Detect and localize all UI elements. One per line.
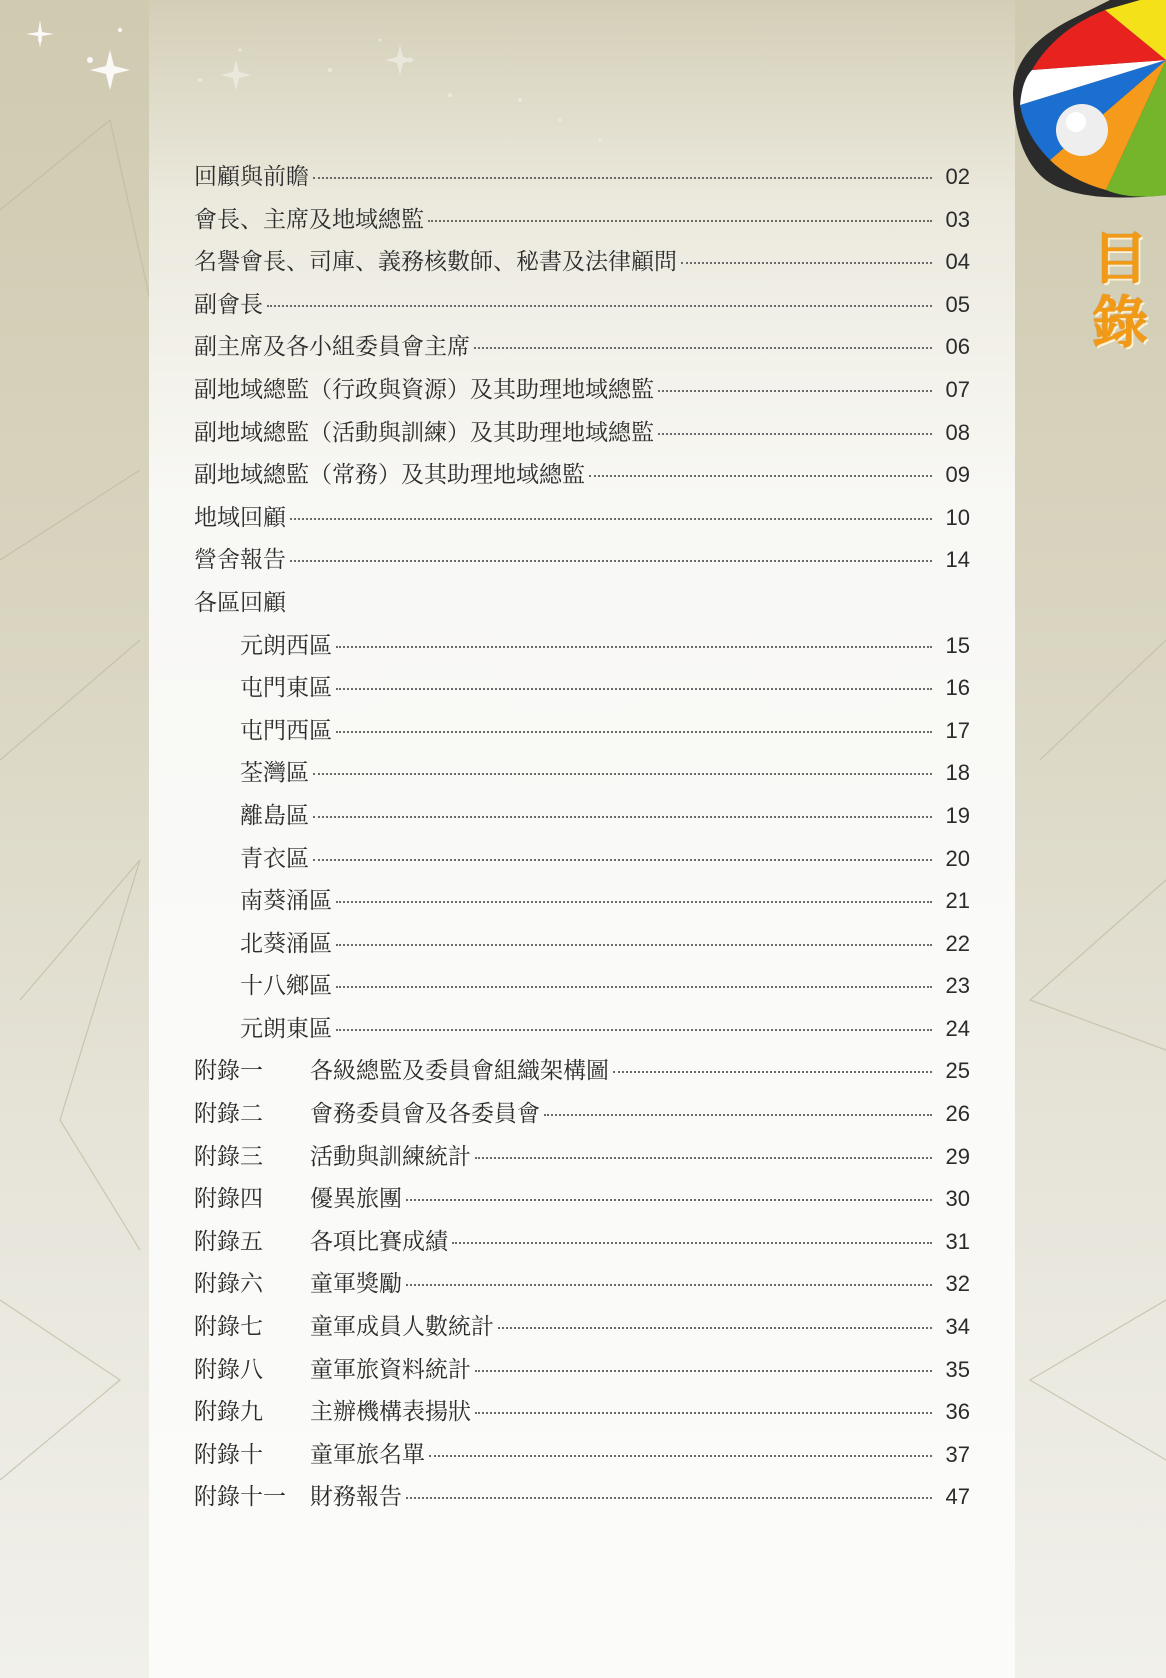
toc-dot-leader — [290, 518, 932, 520]
toc-entry[interactable] — [194, 1478, 970, 1521]
toc-appendix-label: 附錄十 — [194, 1440, 263, 1467]
toc-page-number: 23 — [945, 973, 970, 999]
toc-appendix-label: 附錄七 — [194, 1313, 263, 1340]
toc-page-number: 20 — [945, 845, 970, 871]
toc-appendix-label: 附錄九 — [194, 1398, 263, 1425]
toc-entry[interactable] — [194, 1223, 970, 1266]
toc-entry-title: 名譽會長、司庫、義務核數師、秘書及法律顧問 — [194, 248, 677, 275]
toc-dot-leader — [406, 1284, 932, 1286]
toc-entry[interactable] — [194, 1052, 970, 1095]
toc-dot-leader — [681, 262, 932, 264]
toc-dot-leader — [474, 347, 932, 349]
toc-appendix-label: 附錄八 — [194, 1355, 263, 1382]
toc-dot-leader — [428, 220, 932, 222]
toc-appendix-label: 附錄四 — [194, 1185, 263, 1212]
toc-dot-leader — [313, 859, 932, 861]
toc-entry-title: 地域回顧 — [194, 503, 286, 530]
toc-entry-title: 離島區 — [240, 801, 309, 828]
toc-entry[interactable] — [194, 669, 970, 712]
toc-entry[interactable] — [194, 1436, 970, 1479]
toc-dot-leader — [336, 731, 932, 733]
toc-page-number: 30 — [945, 1186, 970, 1212]
toc-entry[interactable] — [194, 243, 970, 286]
table-of-contents — [194, 158, 970, 1521]
toc-entry[interactable] — [194, 925, 970, 968]
toc-dot-leader — [336, 986, 932, 988]
toc-entry[interactable] — [194, 1308, 970, 1351]
toc-page-number: 21 — [945, 888, 970, 914]
toc-side-title — [1088, 228, 1152, 356]
toc-entry-title: 元朗西區 — [240, 631, 332, 658]
toc-dot-leader — [475, 1412, 932, 1414]
toc-entry-title: 財務報告 — [310, 1483, 402, 1510]
toc-entry[interactable] — [194, 371, 970, 414]
toc-entry[interactable] — [194, 414, 970, 457]
toc-page-number: 37 — [945, 1441, 970, 1467]
toc-entry[interactable] — [194, 797, 970, 840]
toc-entry[interactable] — [194, 286, 970, 329]
toc-appendix-label: 附錄五 — [194, 1227, 263, 1254]
toc-entry[interactable] — [194, 1265, 970, 1308]
toc-page-number: 16 — [945, 675, 970, 701]
toc-entry[interactable] — [194, 627, 970, 670]
toc-dot-leader — [613, 1071, 932, 1073]
toc-dot-leader — [475, 1370, 932, 1372]
toc-page-number: 25 — [945, 1058, 970, 1084]
toc-dot-leader — [406, 1199, 932, 1201]
toc-page-number: 32 — [945, 1271, 970, 1297]
toc-entry[interactable] — [194, 456, 970, 499]
toc-entry[interactable] — [194, 1351, 970, 1394]
toc-entry[interactable] — [194, 201, 970, 244]
toc-appendix-label: 附錄二 — [194, 1100, 263, 1127]
toc-page-number: 26 — [945, 1101, 970, 1127]
side-title-char-2: 錄 — [1092, 291, 1148, 356]
toc-dot-leader — [589, 475, 932, 477]
toc-entry-title: 回顧與前瞻 — [194, 163, 309, 189]
toc-entry-title: 活動與訓練統計 — [310, 1142, 471, 1169]
toc-entry-title: 童軍獎勵 — [310, 1270, 402, 1297]
toc-entry-title: 童軍旅名單 — [310, 1440, 425, 1467]
toc-entry-title: 各級總監及委員會組織架構圖 — [310, 1057, 609, 1084]
toc-entry-title: 屯門西區 — [240, 716, 332, 743]
toc-page-number: 07 — [945, 376, 970, 402]
toc-page-number: 08 — [945, 419, 970, 445]
toc-page-number: 15 — [945, 632, 970, 658]
toc-page-number: 05 — [945, 291, 970, 317]
toc-entry-title: 副地域總監（活動與訓練）及其助理地域總監 — [194, 418, 654, 445]
toc-dot-leader — [498, 1327, 932, 1329]
toc-appendix-label: 附錄三 — [194, 1142, 263, 1169]
toc-page-number: 02 — [945, 164, 970, 189]
toc-entry-title: 十八鄉區 — [240, 972, 332, 999]
toc-entry-title: 南葵涌區 — [240, 887, 332, 914]
toc-entry[interactable] — [194, 882, 970, 925]
toc-entry[interactable] — [194, 499, 970, 542]
toc-page-number: 47 — [945, 1484, 970, 1510]
toc-page-number: 22 — [945, 930, 970, 956]
toc-dot-leader — [452, 1242, 932, 1244]
toc-entry-title: 各項比賽成績 — [310, 1227, 448, 1254]
toc-page-number: 34 — [945, 1314, 970, 1340]
toc-entry[interactable] — [194, 1393, 970, 1436]
toc-entry-title: 童軍旅資料統計 — [310, 1355, 471, 1382]
toc-dot-leader — [313, 773, 932, 775]
toc-dot-leader — [290, 560, 932, 562]
toc-dot-leader — [406, 1497, 932, 1499]
toc-entry[interactable] — [194, 158, 970, 201]
toc-appendix-label: 附錄十一 — [194, 1483, 286, 1510]
toc-page-number: 10 — [945, 504, 970, 530]
toc-entry[interactable] — [194, 1138, 970, 1181]
toc-page-number: 31 — [945, 1228, 970, 1254]
toc-entry[interactable] — [194, 541, 970, 584]
toc-appendix-label: 附錄六 — [194, 1270, 263, 1297]
toc-entry[interactable] — [194, 1010, 970, 1053]
toc-entry-title: 副主席及各小組委員會主席 — [194, 333, 470, 360]
toc-page-number: 03 — [945, 206, 970, 232]
toc-page-number: 19 — [945, 802, 970, 828]
toc-dot-leader — [336, 901, 932, 903]
toc-page-number: 04 — [945, 249, 970, 275]
toc-page-number: 14 — [945, 547, 970, 573]
toc-entry-title: 副地域總監（常務）及其助理地域總監 — [194, 461, 585, 488]
toc-page-number: 36 — [945, 1399, 970, 1425]
toc-dot-leader — [313, 816, 932, 818]
toc-entry-title: 元朗東區 — [240, 1014, 332, 1041]
toc-entry[interactable] — [194, 1095, 970, 1138]
toc-entry[interactable] — [194, 712, 970, 755]
toc-entry-title: 副會長 — [194, 290, 263, 317]
toc-entry-title: 北葵涌區 — [240, 929, 332, 956]
toc-entry-title: 屯門東區 — [240, 674, 332, 701]
toc-dot-leader — [429, 1455, 932, 1457]
toc-dot-leader — [658, 390, 932, 392]
toc-page-number: 06 — [945, 334, 970, 360]
toc-dot-leader — [336, 1029, 932, 1031]
toc-entry-title: 各區回顧 — [194, 588, 286, 615]
toc-appendix-label: 附錄一 — [194, 1057, 263, 1084]
toc-dot-leader — [336, 688, 932, 690]
toc-page-number: 09 — [945, 462, 970, 488]
toc-entry-title: 童軍成員人數統計 — [310, 1313, 494, 1340]
toc-entry[interactable] — [194, 584, 970, 627]
toc-dot-leader — [336, 944, 932, 946]
toc-page-number: 18 — [945, 760, 970, 786]
toc-dot-leader — [544, 1114, 932, 1116]
toc-entry-title: 副地域總監（行政與資源）及其助理地域總監 — [194, 375, 654, 402]
toc-page-number: 29 — [945, 1143, 970, 1169]
toc-entry[interactable] — [194, 967, 970, 1010]
toc-dot-leader — [336, 646, 932, 648]
toc-page-number: 24 — [945, 1015, 970, 1041]
toc-entry-title: 營舍報告 — [194, 546, 286, 573]
toc-entry[interactable] — [194, 1180, 970, 1223]
toc-entry[interactable] — [194, 840, 970, 883]
toc-dot-leader — [658, 433, 932, 435]
toc-entry[interactable] — [194, 328, 970, 371]
toc-entry[interactable] — [194, 754, 970, 797]
toc-page-number: 35 — [945, 1356, 970, 1382]
toc-entry-title: 主辦機構表揚狀 — [310, 1398, 471, 1425]
umbrella-graphic — [1010, 0, 1166, 205]
toc-entry-title: 會長、主席及地域總監 — [194, 205, 424, 232]
toc-dot-leader — [475, 1157, 932, 1159]
toc-entry-title: 荃灣區 — [240, 759, 309, 786]
toc-entry-title: 會務委員會及各委員會 — [310, 1100, 540, 1127]
side-title-char-1: 目 — [1092, 227, 1148, 292]
toc-dot-leader — [267, 305, 932, 307]
toc-page-number: 17 — [945, 717, 970, 743]
toc-entry-title: 優異旅團 — [310, 1185, 402, 1212]
toc-dot-leader — [313, 177, 932, 179]
toc-entry-title: 青衣區 — [240, 844, 309, 871]
